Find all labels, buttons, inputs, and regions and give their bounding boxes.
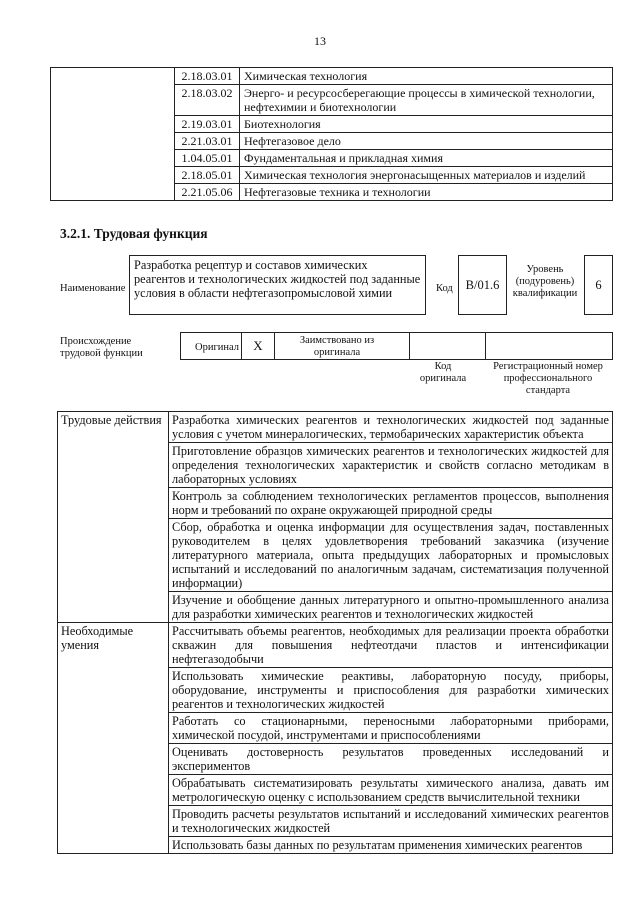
labor-action-row bbox=[58, 412, 613, 443]
function-code-box bbox=[458, 255, 507, 315]
origin-code-cell bbox=[409, 333, 486, 359]
reg-number-label: Регистрационный номер профессионального стандарта bbox=[493, 361, 603, 396]
labor-function-table bbox=[57, 411, 613, 854]
page-number: 13 bbox=[314, 34, 326, 48]
code-label: Код bbox=[436, 283, 453, 294]
education-name: Нефтегазовое дело bbox=[240, 133, 613, 150]
education-code: 2.21.03.01 bbox=[175, 133, 240, 150]
skill-label: Необходимые умения bbox=[58, 623, 169, 854]
skill-item: Обрабатывать систематизировать результаты химического анализа, давать им метрологическую оценку с использованием средств вычислительной техники bbox=[169, 775, 613, 806]
skill-row bbox=[58, 623, 613, 668]
education-name: Биотехнология bbox=[240, 116, 613, 133]
education-code: 2.18.03.02 bbox=[175, 85, 240, 116]
labor-action-item: Сбор, обработка и оценка информации для осуществления задач, поставленных руководителем в целях удовлетворения требований заказчика (изучение литературного материала, опыта предыдущих лабораторных и промысловых испытаний и исследований по аналогичным задачам, систематизация полученной информации) bbox=[169, 519, 613, 592]
education-code: 2.19.03.01 bbox=[175, 116, 240, 133]
original-mark: X bbox=[241, 333, 275, 359]
labor-action-item: Контроль за соблюдением технологических регламентов процессов, выполнения норм и требований по охране окружающей природной среды bbox=[169, 488, 613, 519]
section-title: 3.2.1. Трудовая функция bbox=[60, 226, 208, 241]
code-original-label: Код оригинала bbox=[419, 361, 467, 384]
skill-item: Проводить расчеты результатов испытаний и исследований химических реагентов и технологических жидкостей bbox=[169, 806, 613, 837]
education-code: 2.18.05.01 bbox=[175, 167, 240, 184]
function-name-box bbox=[129, 255, 426, 315]
labor-action-item: Изучение и обобщение данных литературного и опытно-промышленного анализа для разработки химических реагентов и технологических жидкостей bbox=[169, 592, 613, 623]
skill-item: Работать со стационарными, переносными лабораторными приборами, химической посудой, инструментами и приспособлениями bbox=[169, 713, 613, 744]
level-label: Уровень (подуровень) квалификации bbox=[512, 264, 578, 299]
education-code: 2.21.05.06 bbox=[175, 184, 240, 201]
original-label: Оригинал bbox=[195, 342, 239, 353]
education-name: Нефтегазовые техника и технологии bbox=[240, 184, 613, 201]
education-name: Энерго- и ресурсосберегающие процессы в химической технологии, нефтехимии и биотехнологии bbox=[240, 85, 613, 116]
skill-item: Оценивать достоверность результатов проведенных исследований и экспериментов bbox=[169, 744, 613, 775]
blank-cell bbox=[51, 68, 175, 201]
education-code: 1.04.05.01 bbox=[175, 150, 240, 167]
labor-action-item: Разработка химических реагентов и технологических жидкостей под заданные условия с учетом минералогических, термобарических характеристик объекта bbox=[169, 412, 613, 443]
level-value: 6 bbox=[595, 277, 602, 292]
education-name: Химическая технология bbox=[240, 68, 613, 85]
skill-item: Рассчитывать объемы реагентов, необходимых для реализации проекта обработки скважин для повышения нефтеотдачи пластов и интенсификации нефтегазодобычи bbox=[169, 623, 613, 668]
labor-action-label: Трудовые действия bbox=[58, 412, 169, 623]
labor-action-item: Приготовление образцов химических реагентов и технологических жидкостей для определения технологических характеристик и свойств согласно методикам в лабораторных условиях bbox=[169, 443, 613, 488]
level-box bbox=[584, 255, 613, 315]
skill-item: Использовать химические реактивы, лабораторную посуду, приборы, оборудование, инструменты и приспособления для разработки химических реагентов и технологических жидкостей bbox=[169, 668, 613, 713]
skill-item: Использовать базы данных по результатам применения химических реагентов bbox=[169, 837, 613, 854]
origin-row bbox=[180, 332, 613, 360]
function-name-value: Разработка рецептур и составов химических реагентов и технологических жидкостей под заданные условия в области нефтегазопромысловой химии bbox=[134, 258, 421, 300]
function-code-value: B/01.6 bbox=[465, 277, 500, 292]
origin-label: Происхождение трудовой функции bbox=[60, 336, 143, 359]
education-code-row bbox=[51, 68, 613, 85]
education-name: Химическая технология энергонасыщенных материалов и изделий bbox=[240, 167, 613, 184]
education-code: 2.18.03.01 bbox=[175, 68, 240, 85]
name-label: Наименование bbox=[60, 283, 126, 294]
education-codes-table bbox=[50, 67, 613, 201]
borrowed-label: Заимствовано из оригинала bbox=[299, 335, 375, 358]
education-name: Фундаментальная и прикладная химия bbox=[240, 150, 613, 167]
